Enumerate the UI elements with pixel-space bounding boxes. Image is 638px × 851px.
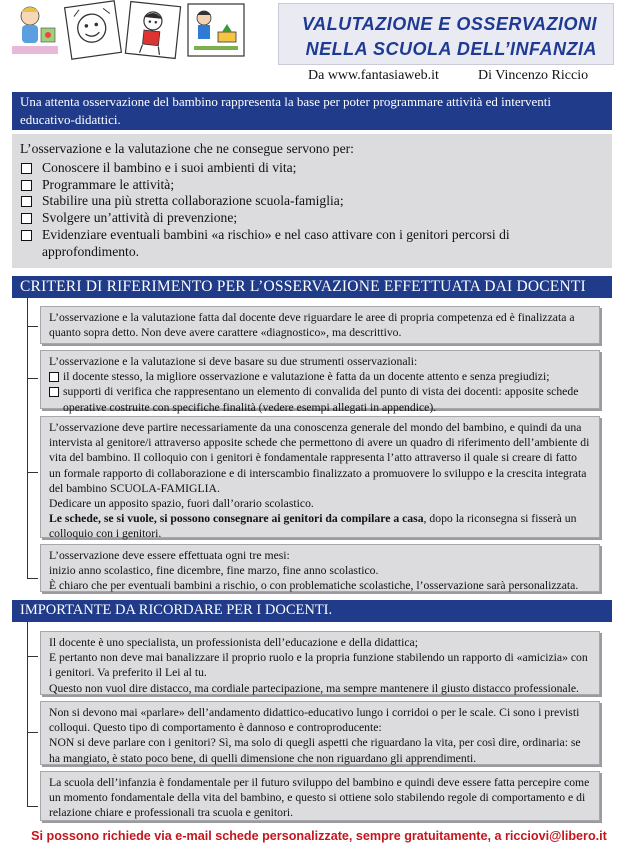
checkbox-icon (21, 180, 32, 191)
tree-connector (27, 298, 28, 579)
checkbox-icon (21, 213, 32, 224)
reminders-box-3 (40, 771, 600, 821)
boy-drawing-clipart (123, 0, 183, 61)
title-box (278, 3, 614, 65)
criteria-box-3-para-1: L’osservazione deve partire necessariamente da una conoscenza generale del mondo del bambino, e quindi da una intervista al genitore/i attraverso apposite schede che permettono di avere un quadro di riferimento dell’ambiente di vita del bambino. Il colloquio con i genitori è fondamentale rappresenta l’atto attraverso il quale si creare di fatto un formale rapporto di collaborazione e di interscambio finalizzato a promuovere lo sviluppo e la crescita integrata del bambino SCUOLA-FAMIGLIA. (49, 421, 590, 495)
child-painting-clipart (8, 2, 62, 58)
tree-branch (28, 656, 38, 657)
criteria-box-4-line-1: L’osservazione deve essere effettuata ogni tre mesi: (49, 549, 290, 562)
children-playing-clipart (186, 2, 246, 58)
title-line-1: VALUTAZIONE E OSSERVAZIONI (301, 14, 597, 34)
list-item (20, 177, 604, 194)
reminders-box-2-line-2: NON si deve parlare con i genitori? Sì, ma solo di quegli aspetti che riguardano la vita, per così dire, ordinaria: se ha mangiato, è stato poco bene, di quelli dimensione che non riguardano gli apprendimenti. (49, 736, 581, 765)
list-item-text: Programmare le attività; (42, 176, 175, 192)
list-item-text: Conoscere il bambino e i suoi ambienti di vita; (42, 159, 297, 175)
list-item-text: Evidenziare eventuali bambini «a rischio» e nel caso attivare con i genitori percorsi di approfondimento. (42, 226, 510, 259)
tree-branch (28, 472, 38, 473)
checkbox-icon (21, 230, 32, 241)
criteria-box-4-line-2: inizio anno scolastico, fine dicembre, fine marzo, fine anno scolastico. (49, 564, 379, 578)
list-item (20, 160, 604, 177)
list-item-text: supporti di verifica che rappresentano un elemento di convalida del punto di vista dei docenti: apposite schede operative costruite con specifiche finalità (vedere esempi allegati in appendice). (63, 385, 579, 414)
title-line-2: NELLA SCUOLA DELL’INFANZIA (305, 39, 597, 59)
criteria-box-2-list (49, 369, 591, 415)
checkbox-icon (21, 196, 32, 207)
list-item-text: Stabilire una più stretta collaborazione scuola-famiglia; (42, 193, 344, 209)
criteria-box-3-para-2: Dedicare un apposito spazio, fuori dall’orario scolastico. (49, 497, 314, 511)
list-item-text: Svolgere un’attività di prevenzione; (42, 210, 238, 226)
tree-branch (28, 578, 38, 579)
reminders-box-1-line-1: Il docente è uno specialista, un professionista dell’educazione e della didattica; (49, 636, 418, 649)
list-item (49, 369, 591, 384)
tree-connector (27, 622, 28, 807)
tree-branch (28, 326, 38, 327)
reminders-box-3-text: La scuola dell’infanzia è fondamentale per il futuro sviluppo del bambino e quindi deve essere fatta percepire come un momento fondamentale della vita del bambino, e questo si ottiene solo stabilendo regole di comportamento e di relazione chiare e professionali tra scuola e genitori. (49, 776, 590, 820)
criteria-box-3 (40, 416, 600, 541)
tree-branch (28, 378, 38, 379)
reminders-box-2-line-1: Non si devono mai «parlare» dell’andamento didattico-educativo lungo i corridoi o per le scale. Ci sono i previsti colloqui. Questo tipo di comportamento è dannoso e controproducente: (49, 706, 580, 735)
list-item (20, 210, 604, 227)
criteria-box-2-lead: L’osservazione e la valutazione si deve basare su due strumenti osservazionali: (49, 355, 418, 368)
tree-branch (28, 806, 38, 807)
list-item-text: il docente stesso, la migliore osservazione e valutazione è fatta da un docente attento e senza pregiudizi; (63, 370, 550, 384)
header (0, 0, 638, 88)
author-credit: Di Vincenzo Riccio (478, 68, 589, 83)
footer-note: Si possono richiede via e-mail schede personalizzate, sempre gratuitamente, a ricciovi@libero.it (31, 829, 607, 843)
para-3-rest: , dopo la riconsegna si fisserà un colloquio con i genitori. (49, 512, 577, 541)
checkbox-icon (49, 372, 59, 382)
criteria-box-4-line-3: È chiaro che per eventuali bambini a rischio, o con problematiche scolastiche, l’osservazione sarà personalizzata. (49, 579, 579, 593)
criteria-box-4 (40, 544, 600, 592)
checkbox-icon (49, 387, 59, 397)
criteria-heading: CRITERI DI RIFERIMENTO PER L’OSSERVAZIONE EFFETTUATA DAI DOCENTI (12, 276, 612, 298)
purposes-panel (12, 134, 612, 268)
list-item (49, 384, 591, 414)
reminders-box-2 (40, 701, 600, 765)
reminders-box-1-line-3: Questo non vuol dire distacco, ma cordiale partecipazione, ma sempre mantenere il giusto distacco professionale. (49, 681, 579, 695)
criteria-box-1 (40, 306, 600, 344)
reminders-box-1 (40, 631, 600, 695)
source-credit: Da www.fantasiaweb.it (308, 68, 439, 83)
criteria-box-2 (40, 350, 600, 414)
tree-branch (28, 732, 38, 733)
drawing-card-clipart (62, 0, 123, 61)
list-item (20, 193, 604, 210)
criteria-box-1-text: L’osservazione e la valutazione fatta dal docente deve riguardare le aree di propria competenza ed è finalizzata a quanto sopra detto. Non deve avere carattere «diagnostico», ma descrittivo. (49, 311, 575, 340)
criteria-box-3-para-3 (49, 511, 591, 541)
list-item (20, 227, 604, 261)
purposes-lead: L’osservazione e la valutazione che ne consegue servono per: (20, 141, 354, 156)
intro-banner: Una attenta osservazione del bambino rappresenta la base per poter programmare attività ed interventi educativo-didattici. (12, 92, 612, 130)
bold-emphasis: Le schede, se si vuole, si possono consegnare ai genitori da compilare a casa (49, 512, 424, 526)
reminders-box-1-line-2: E pertanto non deve mai banalizzare il proprio ruolo e la propria funzione stabilendo un rapporto di «amicizia» con i genitori. Va preferito il Lei al tu. (49, 651, 588, 680)
purposes-list (20, 160, 604, 261)
reminders-heading: IMPORTANTE DA RICORDARE PER I DOCENTI. (12, 600, 612, 622)
checkbox-icon (21, 163, 32, 174)
